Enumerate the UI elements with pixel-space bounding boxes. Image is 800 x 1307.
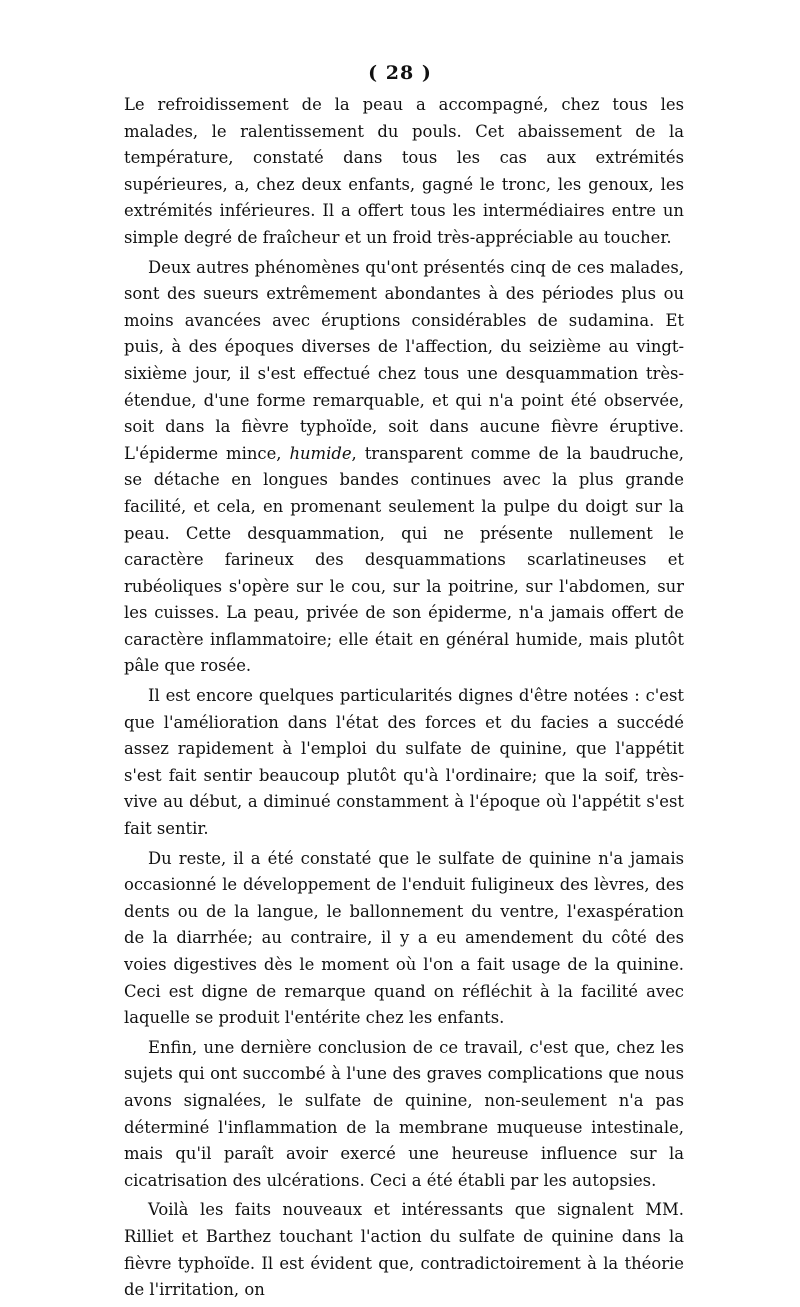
paragraph-cooling: Le refroidissement de la peau a accompagné, chez tous les malades, le ralentissement du pouls. Cet abaissement de la température, constaté dans tous les cas aux extrémités supérieures, a, chez deux enfants, gagné le tronc, les genoux, les extrémités inférieures. Il a offert tous les intermédiaires entre un simple degré de fraîcheur et un froid très-appréciable au toucher. [124,95,684,247]
paragraph-quinine-effects: Du reste, il a été constaté que le sulfate de quinine n'a jamais occasionné le développement de l'enduit fuligineux des lèvres, des dents ou de la langue, le ballonnement du ventre, l'exaspération de la diarrhée; au contraire, il y a eu amendement du côté des voies digestives dès le moment où l'on a fait usage de la quinine. Ceci est digne de remarque quand on réfléchit à la facilité avec laquelle se produit l'entérite chez les enfants. [124,848,684,1028]
body-text [124,92,684,1307]
paragraph-conclusion: Enfin, une dernière conclusion de ce travail, c'est que, chez les sujets qui ont succombé à l'une des graves complications que nous avons signalées, le sulfate de quinine, non-seulement n'a pas déterminé l'inflammation de la membrane muqueuse intestinale, mais qu'il paraît avoir exercé une heureuse influence sur la cicatrisation des ulcérations. Ceci a été établi par les autopsies. [124,1037,684,1190]
paragraph-particularities: Il est encore quelques particularités dignes d'être notées : c'est que l'amélioration dans l'état des forces et du facies a succédé assez rapidement à l'emploi du sulfate de quinine, que l'appétit s'est fait sentir beaucoup plutôt qu'à l'ordinaire; que la soif, très-vive au début, a diminué constamment à l'époque où l'appétit s'est fait sentir. [124,686,684,839]
paragraph-final: Voilà les faits nouveaux et intéressants que signalent MM. Rilliet et Barthez touchant l'action du sulfate de quinine dans la fièvre typhoïde. Il est évident que, contradictoirement à la théorie de l'irritation, on [124,1200,684,1300]
paragraph-desquamation [124,255,684,681]
paragraph-desquamation-after: , transparent comme de la baudruche, se détache en longues bandes continues avec la plus grande facilité, et cela, en promenant seulement la pulpe du doigt sur la peau. Cette desquammation, qui ne présente nullement le caractère farineux des desquammations scarlatineuses et rubéoliques s'opère sur le cou, sur la poitrine, sur l'abdomen, sur les cuisses. La peau, privée de son épiderme, n'a jamais offert de caractère inflammatoire; elle était en général humide, mais plutôt pâle que rosée. [124,443,684,676]
paragraph-desquamation-before: Deux autres phénomènes qu'ont présentés cinq de ces malades, sont des sueurs extrêmement abondantes à des périodes plus ou moins avancées avec éruptions considérables de sudamina. Et puis, à des époques diverses de l'affection, du seizième au vingt-sixième jour, il s'est effectué chez tous une desquammation très-étendue, d'une forme remarquable, et qui n'a point été observée, soit dans la fièvre typhoïde, soit dans aucune fièvre éruptive. L'épiderme mince, [124,257,684,463]
page-number: ( 28 ) [368,62,432,84]
emphasis-humide: humide [289,443,352,463]
